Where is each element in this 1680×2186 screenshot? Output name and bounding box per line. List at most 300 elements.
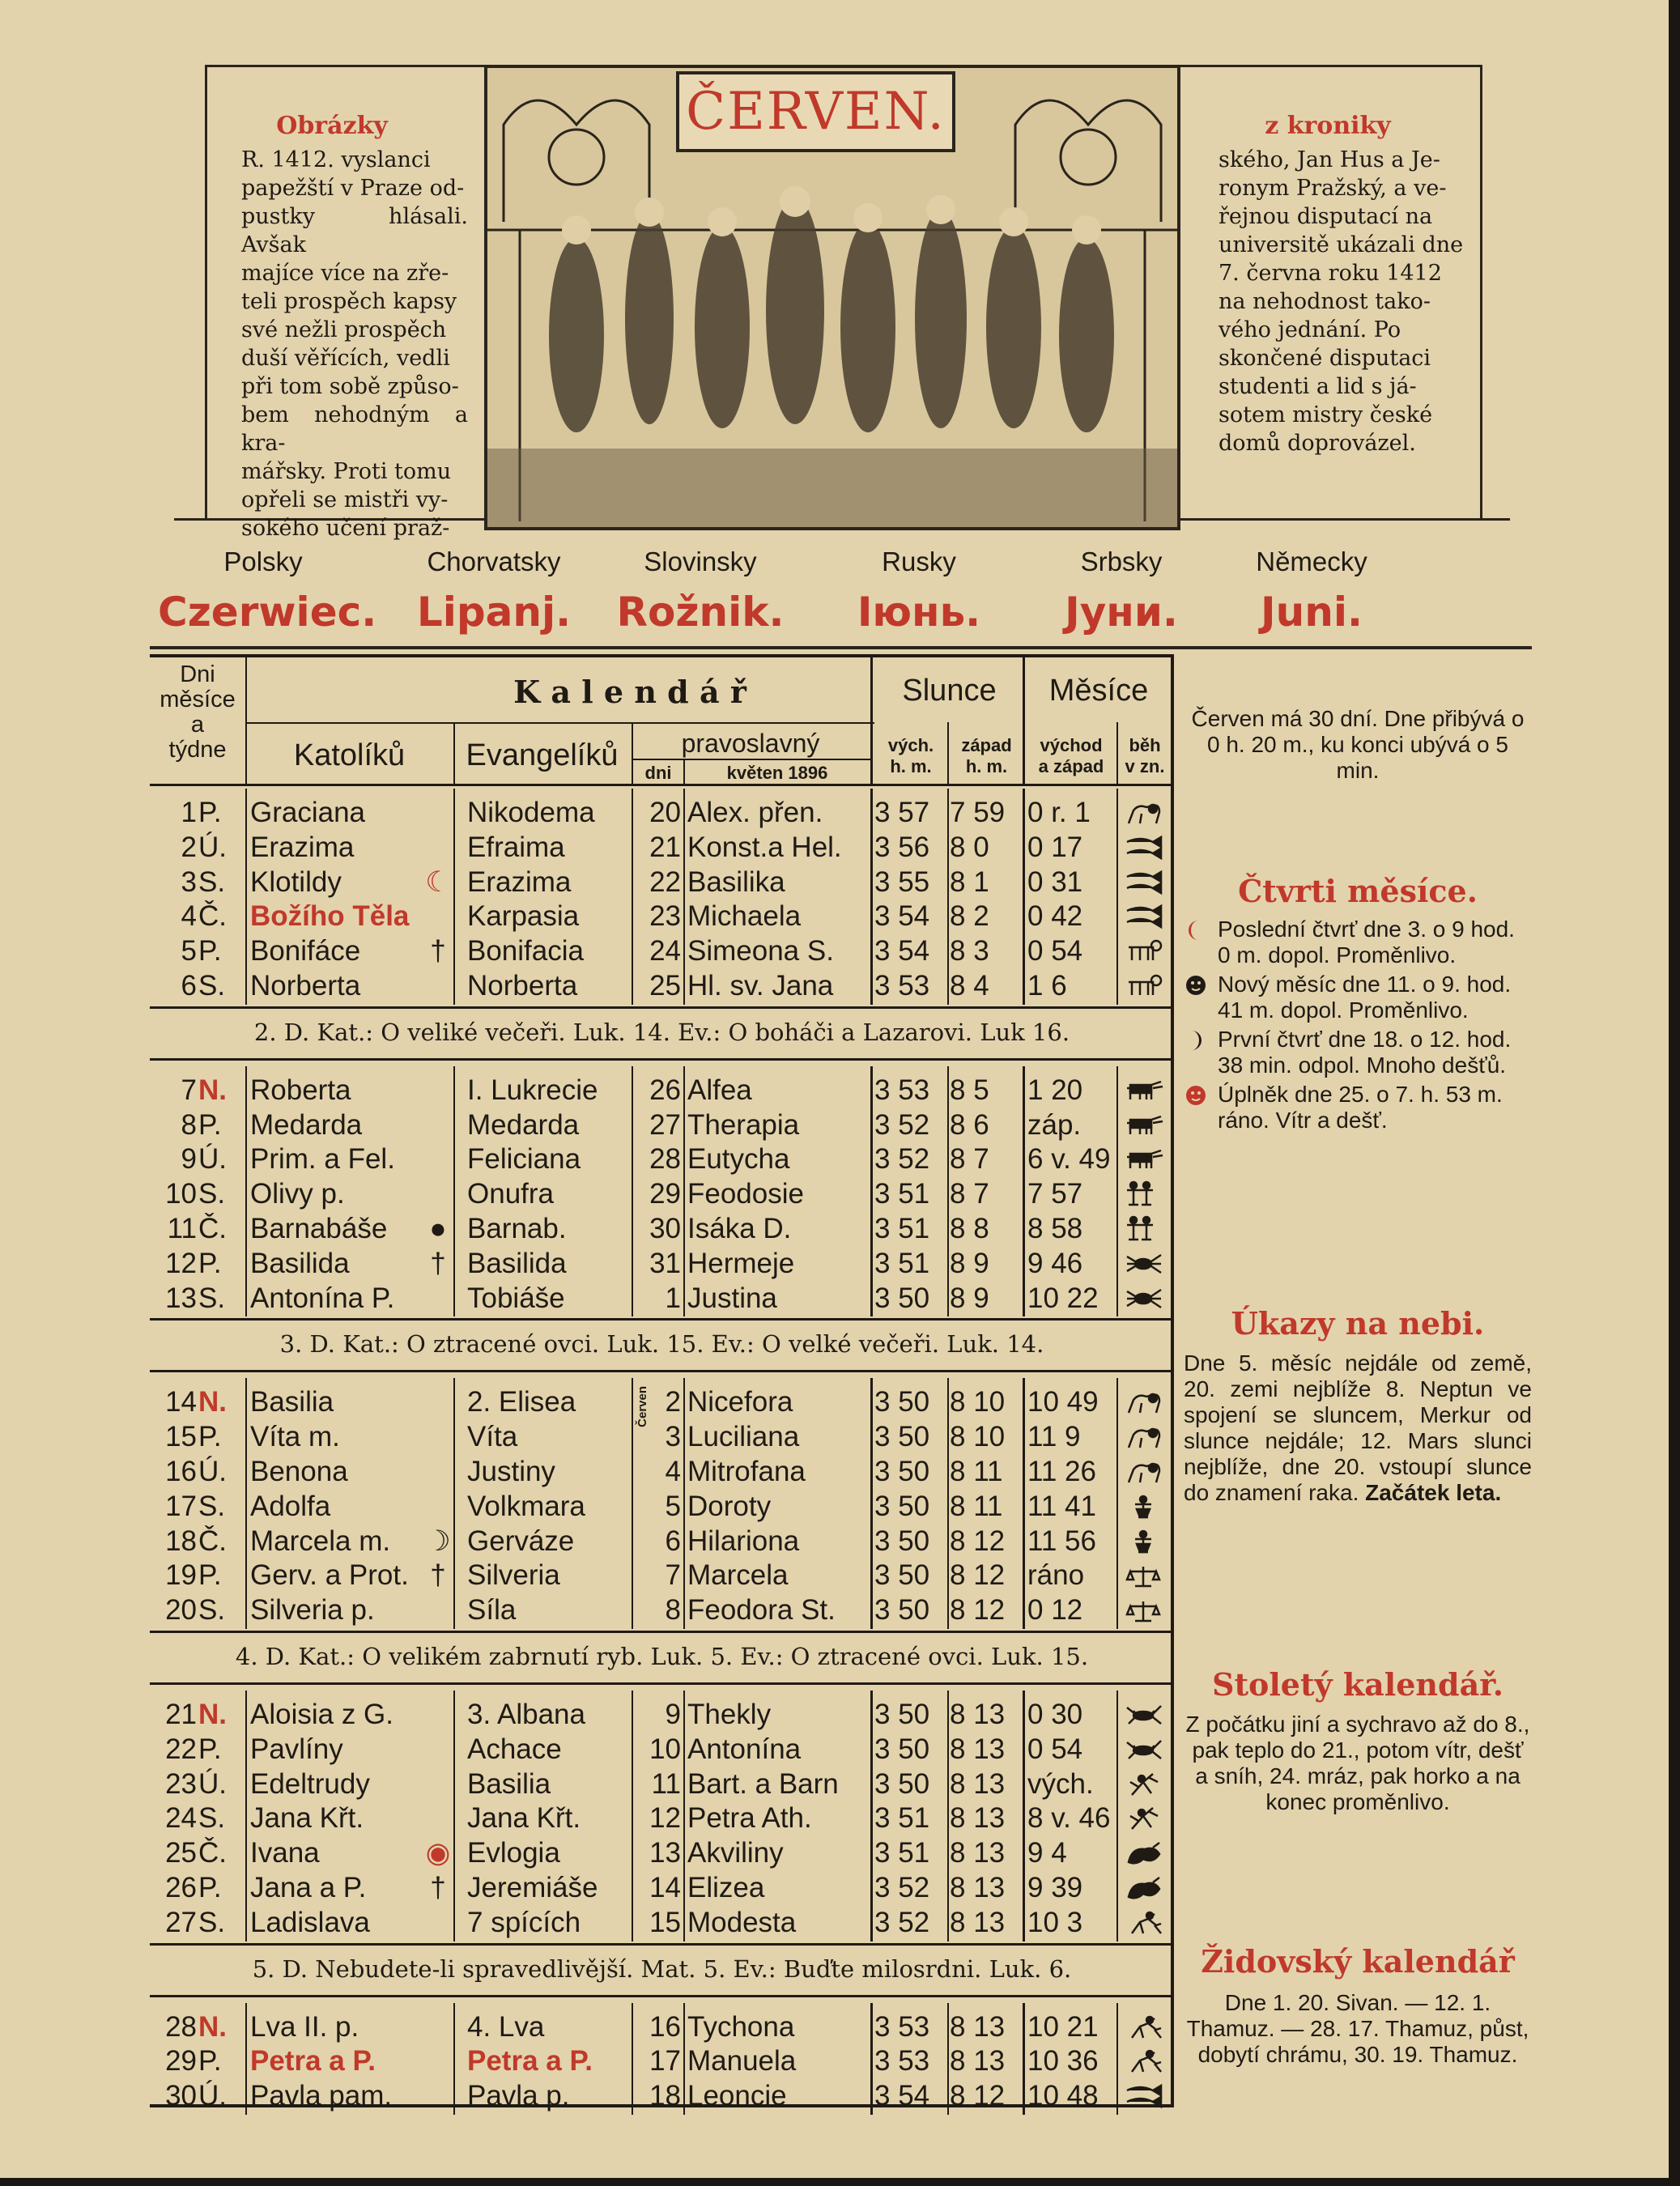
kat-cell: Gerv. a Prot. <box>250 1559 409 1592</box>
kat-cell: Prim. a Fel. <box>250 1143 395 1176</box>
column-rule <box>245 789 247 1005</box>
katoliku-header: Katolíků <box>293 738 406 772</box>
story-line: opřeli se mistři vy- <box>241 487 449 512</box>
story-line: pustky hlásali. Avšak <box>241 204 468 257</box>
ev-cell: Gerváze <box>467 1525 575 1557</box>
section-rule <box>150 1995 1174 1997</box>
od-cell: 23 <box>649 900 681 933</box>
moon-quarter-item <box>1184 1027 1532 1078</box>
d-cell: 12 <box>165 1247 197 1279</box>
kat-cell: Olivy p. <box>250 1178 345 1210</box>
w-cell: Č. <box>198 900 227 933</box>
column-rule <box>947 1378 949 1629</box>
ss-cell: 8 11 <box>950 1490 1003 1522</box>
mesice-header: Měsíce <box>1048 674 1149 708</box>
sky-text-bold: Začátek leta. <box>1365 1480 1502 1505</box>
kat-cell: Adolfa <box>250 1490 331 1522</box>
os-cell: Justina <box>687 1282 777 1314</box>
od-cell: 21 <box>649 831 681 863</box>
zodiac-cell <box>1123 1248 1165 1279</box>
ss-cell: 8 13 <box>950 1906 1006 1938</box>
moon-quarter-text: Úplněk dne 25. o 7. h. 53 m. ráno. Vítr a dešť. <box>1218 1082 1503 1133</box>
hm-label: h. m. <box>890 756 932 776</box>
d-cell: 5 <box>181 935 197 968</box>
column-rule <box>947 789 949 1005</box>
water-zodiac-icon <box>1124 2048 1164 2075</box>
os-cell: Alex. přen. <box>687 797 823 828</box>
ss-cell: 8 8 <box>950 1213 989 1244</box>
d-cell: 1 <box>181 797 197 828</box>
od-cell: 12 <box>649 1802 681 1835</box>
fish-zodiac-icon <box>1124 2082 1164 2110</box>
sr-cell: 3 50 <box>874 1421 930 1453</box>
w-cell: Č. <box>198 1837 227 1869</box>
zodiac-cell <box>1123 2081 1165 2112</box>
story-line: 7. června roku 1412 <box>1219 261 1442 286</box>
os-cell: Thekly <box>687 1699 772 1730</box>
header-vrule <box>453 722 455 784</box>
column-rule <box>1116 1691 1118 1941</box>
moon-cell: záp. <box>1027 1108 1082 1141</box>
os-cell: Isáka D. <box>687 1213 792 1244</box>
sunday-reading: 4. D. Kat.: O velikém zabrnutí ryb. Luk. 5. Ev.: O ztracené ovci. Luk. 15. <box>235 1643 1089 1670</box>
language-row <box>158 546 1550 652</box>
new-moon-icon <box>1184 973 1208 997</box>
section-rule <box>150 1370 1174 1372</box>
ss-cell: 8 9 <box>950 1282 989 1314</box>
moon-cell: 8 v. 46 <box>1027 1802 1111 1835</box>
kat-cell: Graciana <box>250 797 366 828</box>
moon-cell: 0 54 <box>1027 935 1083 968</box>
od-cell: 6 <box>665 1525 681 1557</box>
ss-cell: 8 13 <box>950 1699 1006 1730</box>
sr-cell: 3 50 <box>874 1767 930 1800</box>
column-rule <box>1023 2003 1025 2115</box>
story-line: teli prospěch kapsy <box>241 289 457 314</box>
language-bottom-rule <box>150 646 1532 649</box>
w-cell: Č. <box>198 1213 227 1244</box>
ss-cell: 8 4 <box>950 970 989 1002</box>
d-cell: 10 <box>165 1178 197 1210</box>
od-cell: 1 <box>665 1282 681 1314</box>
story-line: bem nehodným a kra- <box>241 402 468 456</box>
kat-cell: Ladislava <box>250 1906 370 1938</box>
moon-cell: 11 41 <box>1027 1490 1096 1522</box>
d-cell: 6 <box>181 970 197 1002</box>
ss-cell: 8 0 <box>950 831 989 863</box>
column-rule <box>870 1066 873 1317</box>
sr-cell: 3 50 <box>874 1282 930 1314</box>
column-rule <box>1023 1691 1025 1941</box>
ev-cell: 2. Elisea <box>467 1386 576 1418</box>
column-rule <box>245 2003 247 2115</box>
kveten-subheader: květen 1896 <box>726 763 828 783</box>
w-cell: P. <box>198 1108 222 1141</box>
column-rule <box>683 789 685 1005</box>
virgo-zodiac-icon <box>1124 1493 1164 1520</box>
month-intro: Červen má 30 dní. Dne přibývá o 0 h. 20 m., ku konci ubývá o 5 min. <box>1191 706 1525 783</box>
zodiac-cell <box>1123 1838 1165 1869</box>
od-cell: 17 <box>649 2045 681 2078</box>
archer-zodiac-icon <box>1124 1805 1164 1832</box>
ev-cell: Erazima <box>467 865 572 898</box>
w-cell: Ú. <box>198 831 227 863</box>
moon-cell: 11 9 <box>1027 1421 1081 1453</box>
story-line: studenti a lid s já- <box>1219 374 1417 399</box>
d-cell: 9 <box>181 1143 197 1176</box>
w-cell: Č. <box>198 1525 227 1557</box>
d-cell: 30 <box>165 2080 197 2112</box>
ram-zodiac-icon <box>1124 972 1164 1000</box>
dni-subheader: dni <box>644 763 672 783</box>
moon-cell: vých. <box>1027 1767 1094 1800</box>
calendar-row <box>150 1767 1174 1801</box>
ss-cell: 8 3 <box>950 935 989 968</box>
zodiac-cell <box>1123 1907 1165 1938</box>
sunday-reading: 2. D. Kat.: O veliké večeři. Luk. 14. Ev.: O boháči a Lazarovi. Luk 16. <box>253 1018 1070 1046</box>
ev-cell: Onufra <box>467 1178 554 1210</box>
header-vrule <box>947 722 949 784</box>
sky-text <box>1184 1350 1532 1506</box>
month-translation: Czerwiec. <box>158 589 377 636</box>
column-rule <box>947 1066 949 1317</box>
twins-zodiac-icon <box>1124 1180 1164 1208</box>
sr-cell: 3 51 <box>874 1802 930 1835</box>
header-vrule <box>870 657 873 784</box>
column-rule <box>632 1066 633 1317</box>
calendar-row <box>150 1211 1174 1246</box>
w-cell: S. <box>198 1906 226 1938</box>
column-rule <box>245 1066 247 1317</box>
d-cell: 14 <box>165 1386 197 1418</box>
column-rule <box>683 2003 685 2115</box>
os-cell: Luciliana <box>687 1421 800 1453</box>
zodiac-cell <box>1123 1179 1165 1210</box>
ss-cell: 8 7 <box>950 1143 989 1176</box>
os-cell: Modesta <box>687 1906 797 1938</box>
language-name: Německy <box>1256 546 1367 576</box>
sr-cell: 3 57 <box>874 797 930 828</box>
moon-west-label: a západ <box>1038 756 1104 776</box>
column-rule <box>870 1378 873 1629</box>
header-rule <box>245 722 874 724</box>
last-quarter-icon <box>1184 918 1208 942</box>
kat-cell: Medarda <box>250 1108 363 1141</box>
ev-cell: Norberta <box>467 970 578 1002</box>
moon-quarter-item <box>1184 1082 1532 1133</box>
kat-cell: Marcela m. <box>250 1525 391 1557</box>
bull-zodiac-icon <box>1124 1112 1164 1139</box>
zodiac-cell <box>1123 1873 1165 1903</box>
calendar-row <box>150 2078 1174 2113</box>
story-line: ského, Jan Hus a Je- <box>1219 147 1440 172</box>
d-cell: 15 <box>165 1421 197 1453</box>
ev-cell: Volkmara <box>467 1490 585 1522</box>
vzn-label: v zn. <box>1125 756 1165 776</box>
os-cell: Basilika <box>687 865 785 898</box>
days-header-line: a <box>190 712 205 738</box>
kat-cell: Roberta <box>250 1074 351 1106</box>
os-cell: Manuela <box>687 2045 797 2078</box>
calendar-row <box>150 1593 1174 1627</box>
slunce-header: Slunce <box>902 674 997 708</box>
ss-cell: 8 12 <box>950 1525 1006 1557</box>
moon-cell: 0 17 <box>1027 831 1083 863</box>
w-cell: Ú. <box>198 2080 227 2112</box>
story-line: skončené disputaci <box>1219 346 1431 371</box>
first-quarter-icon <box>1184 1028 1208 1053</box>
zodiac-cell <box>1123 832 1165 863</box>
moon-cell: 10 21 <box>1027 2010 1099 2043</box>
w-cell: N. <box>198 2010 227 2043</box>
sunrise-label: vých. <box>887 735 934 755</box>
kat-cell: Klotildy <box>250 865 342 898</box>
month-translation: Іюнь. <box>857 589 981 636</box>
os-cell: Feodora St. <box>687 1594 836 1627</box>
ev-cell: Achace <box>467 1733 562 1765</box>
column-rule <box>1023 789 1025 1005</box>
calendar-row <box>150 1176 1174 1211</box>
century-heading: Stoletý kalendář. <box>1212 1666 1503 1703</box>
d-cell: 13 <box>165 1282 197 1314</box>
d-cell: 3 <box>181 865 197 898</box>
language-entry <box>1206 546 1417 636</box>
ev-cell: Basilida <box>467 1247 567 1279</box>
od-cell: 20 <box>649 797 681 828</box>
od-cell: 4 <box>665 1456 681 1487</box>
full-moon-icon <box>1184 1083 1208 1108</box>
os-cell: Petra Ath. <box>687 1802 812 1835</box>
os-cell: Tychona <box>687 2010 795 2043</box>
sr-cell: 3 53 <box>874 1074 930 1106</box>
sr-cell: 3 53 <box>874 2010 930 2043</box>
w-cell: N. <box>198 1386 227 1418</box>
ev-cell: Efraima <box>467 831 565 863</box>
w-cell: Ú. <box>198 1143 227 1176</box>
zodiac-cell <box>1123 2046 1165 2077</box>
column-rule <box>947 2003 949 2115</box>
kat-cell: Pavlíny <box>250 1733 343 1765</box>
ev-cell: Bonifacia <box>467 935 584 968</box>
moon-cell: 9 46 <box>1027 1247 1083 1279</box>
zodiac-cell <box>1123 1144 1165 1175</box>
moon-cell: 0 54 <box>1027 1733 1083 1765</box>
jewish-text: Dne 1. 20. Sivan. — 12. 1. Thamuz. — 28. 17. Thamuz, půst, dobytí chrámu, 30. 19. Thamuz. <box>1186 1990 1529 2067</box>
ev-cell: 3. Albana <box>467 1699 585 1730</box>
d-cell: 7 <box>181 1074 197 1106</box>
century-text: Z počátku jiní a sychravo až do 8., pak teplo do 21., potom vítr, dešť a sníh, 24. mráz, pak horko a na konec proměnlivo. <box>1185 1712 1530 1814</box>
ev-cell: Petra a P. <box>467 2045 593 2078</box>
month-translation: Rožnik. <box>616 589 785 636</box>
leo-zodiac-icon <box>1124 1389 1164 1416</box>
story-line: universitě ukázali dne <box>1219 232 1464 257</box>
moon-cell: 1 20 <box>1027 1074 1083 1106</box>
header-rule <box>633 759 870 760</box>
calendar-row <box>150 1524 1174 1559</box>
ss-cell: 8 9 <box>950 1247 989 1279</box>
calendar-row <box>150 1697 1174 1732</box>
w-cell: S. <box>198 1282 226 1314</box>
moon-cell: 6 v. 49 <box>1027 1143 1111 1176</box>
sr-cell: 3 50 <box>874 1456 930 1487</box>
right-story-text <box>1219 146 1474 457</box>
days-header-line: týdne <box>168 737 227 763</box>
sr-cell: 3 56 <box>874 831 930 863</box>
day-symbol: † <box>430 1247 446 1279</box>
w-cell: P. <box>198 1872 222 1903</box>
moon-quarter-text: Poslední čtvrť dne 3. o 9 hod. 0 m. dopol. Proměnlivo. <box>1218 917 1515 968</box>
archer-zodiac-icon <box>1124 1771 1164 1798</box>
bull-zodiac-icon <box>1124 1146 1164 1173</box>
od-cell: 2 <box>665 1386 681 1418</box>
calendar-row <box>150 1246 1174 1281</box>
ev-cell: Medarda <box>467 1108 580 1141</box>
left-story-text <box>241 146 468 542</box>
d-cell: 16 <box>165 1456 197 1487</box>
header-vrule <box>1116 722 1118 784</box>
zodiac-cell <box>1123 901 1165 932</box>
calendar-row <box>150 1419 1174 1454</box>
day-symbol: † <box>430 1872 446 1903</box>
column-rule <box>870 1691 873 1941</box>
header-bottom <box>150 784 1174 786</box>
d-cell: 29 <box>165 2045 197 2078</box>
sr-cell: 3 50 <box>874 1594 930 1627</box>
day-symbol: † <box>430 935 446 968</box>
ev-cell: Pavla p. <box>467 2080 570 2112</box>
w-cell: N. <box>198 1074 227 1106</box>
orthodox-month-label: Červen <box>636 1386 649 1428</box>
column-rule <box>1023 1066 1025 1317</box>
ss-cell: 8 13 <box>950 1872 1006 1903</box>
d-cell: 11 <box>167 1213 197 1244</box>
sr-cell: 3 52 <box>874 1906 930 1938</box>
calendar-row <box>150 795 1174 830</box>
sr-cell: 3 52 <box>874 1143 930 1176</box>
zodiac-cell <box>1123 1283 1165 1314</box>
calendar-row <box>150 968 1174 1003</box>
calendar-row <box>150 1732 1174 1767</box>
language-entry <box>814 546 1024 636</box>
ev-cell: Feliciana <box>467 1143 581 1176</box>
evangeliku-header: Evangelíků <box>466 738 619 772</box>
ev-cell: 7 spících <box>467 1906 581 1938</box>
day-symbol: ● <box>429 1213 447 1244</box>
ev-cell: 4. Lva <box>467 2010 545 2043</box>
kat-cell: Basilida <box>250 1247 350 1279</box>
language-entry <box>389 546 599 636</box>
d-cell: 17 <box>165 1490 197 1522</box>
sunrise-subheader <box>874 735 947 777</box>
os-cell: Marcela <box>687 1559 789 1592</box>
moon-quarter-item <box>1184 917 1532 968</box>
moon-quarter-item <box>1184 972 1532 1023</box>
column-rule <box>1116 789 1118 1005</box>
w-cell: P. <box>198 1733 222 1765</box>
calendar-row <box>150 1835 1174 1870</box>
od-cell: 14 <box>649 1872 681 1903</box>
w-cell: Ú. <box>198 1767 227 1800</box>
d-cell: 20 <box>165 1594 197 1627</box>
moon-cell: 10 49 <box>1027 1386 1099 1418</box>
calendar-row <box>150 1384 1174 1419</box>
sr-cell: 3 55 <box>874 865 930 898</box>
w-cell: P. <box>198 1421 222 1453</box>
ev-cell: Silveria <box>467 1559 560 1592</box>
column-rule <box>453 1066 455 1317</box>
od-cell: 30 <box>649 1213 681 1244</box>
sr-cell: 3 52 <box>874 1108 930 1141</box>
od-cell: 13 <box>649 1837 681 1869</box>
calendar-table <box>150 654 1174 2112</box>
moon-cell: 0 31 <box>1027 865 1083 898</box>
kat-cell: Erazima <box>250 831 355 863</box>
sr-cell: 3 50 <box>874 1386 930 1418</box>
ss-cell: 8 13 <box>950 1733 1006 1765</box>
column-rule <box>453 1378 455 1629</box>
sunset-subheader <box>949 735 1024 777</box>
column-rule <box>245 1691 247 1941</box>
ev-cell: I. Lukrecie <box>467 1074 598 1106</box>
sr-cell: 3 51 <box>874 1837 930 1869</box>
moon-cell: 0 12 <box>1027 1594 1083 1627</box>
sky-text-body: Dne 5. měsíc nejdále od země, 20. zemi nejblíže 8. Neptun ve spojení se sluncem, Merkur od slunce nejdále; 12. Mars slunci nejblíže, dne 20. vstoupí slunce do znamení raka. <box>1184 1350 1532 1505</box>
month-translation: Lipanj. <box>416 589 572 636</box>
os-cell: Elizea <box>687 1872 765 1903</box>
od-cell: 26 <box>649 1074 681 1106</box>
moon-cell: 7 57 <box>1027 1178 1083 1210</box>
ss-cell: 8 13 <box>950 1837 1006 1869</box>
column-rule <box>632 789 633 1005</box>
bull-zodiac-icon <box>1124 1077 1164 1104</box>
w-cell: P. <box>198 2045 222 2078</box>
kat-cell: Božího Těla <box>250 900 410 933</box>
zodiac-cell <box>1123 1734 1165 1765</box>
d-cell: 28 <box>165 2010 197 2043</box>
story-line: mářsky. Proti tomu <box>241 459 452 484</box>
moon-cell: 9 39 <box>1027 1872 1083 1903</box>
ev-cell: Barnab. <box>467 1213 567 1244</box>
kalendar-header: K a l e n d á ř <box>513 674 746 710</box>
w-cell: Ú. <box>198 1456 227 1487</box>
moon-cell: 9 4 <box>1027 1837 1067 1869</box>
story-line: domů doprovázel. <box>1219 431 1416 456</box>
libra-zodiac-icon <box>1124 1597 1164 1624</box>
od-cell: 15 <box>649 1906 681 1938</box>
sr-cell: 3 50 <box>874 1525 930 1557</box>
story-line: vého jednání. Po <box>1219 317 1401 342</box>
calendar-row <box>150 830 1174 865</box>
kat-cell: Edeltrudy <box>250 1767 370 1800</box>
sunday-reading: 5. D. Nebudete-li spravedlivější. Mat. 5. Ev.: Buďte milosrdni. Luk. 6. <box>252 1954 1072 1983</box>
calendar-row <box>150 1801 1174 1835</box>
column-rule <box>453 789 455 1005</box>
sr-cell: 3 54 <box>874 900 930 933</box>
zodiac-cell <box>1123 1110 1165 1141</box>
os-cell: Nicefora <box>687 1386 793 1418</box>
sr-cell: 3 50 <box>874 1699 930 1730</box>
section-rule <box>150 1682 1174 1685</box>
ev-cell: Justiny <box>467 1456 555 1487</box>
section-rule <box>150 1318 1174 1321</box>
sr-cell: 3 54 <box>874 935 930 968</box>
month-title: ČERVEN. <box>686 82 946 142</box>
moon-cell: 10 22 <box>1027 1282 1099 1314</box>
zodiac-cell <box>1123 1699 1165 1730</box>
d-cell: 4 <box>181 900 197 933</box>
header-vrule <box>683 759 685 784</box>
w-cell: P. <box>198 935 222 968</box>
